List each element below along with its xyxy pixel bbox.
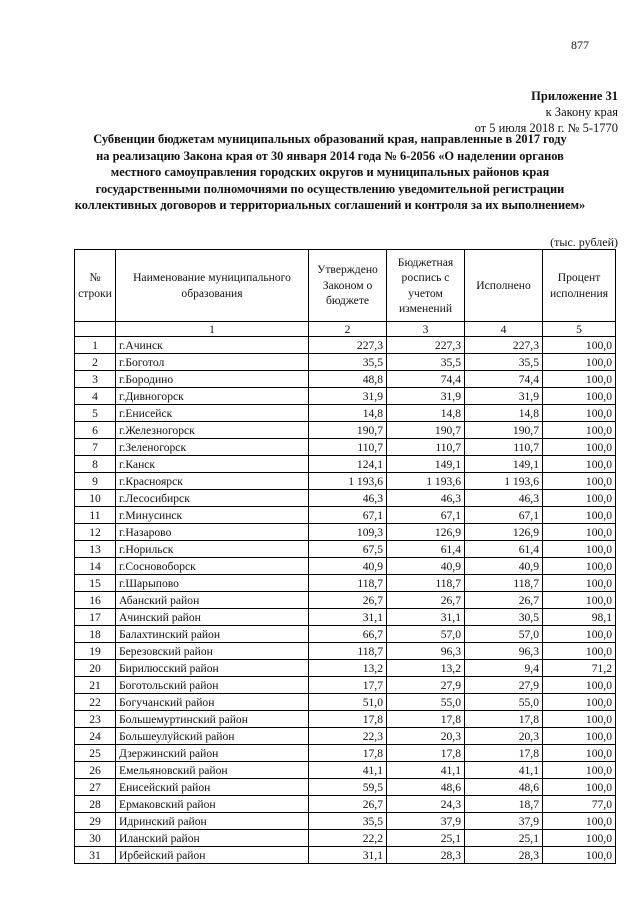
percent-cell: 100,0 — [543, 677, 616, 694]
percent-cell: 100,0 — [543, 541, 616, 558]
municipality-cell: Ачинский район — [116, 609, 309, 626]
header-approved: Утверждено Законом о бюджете — [309, 250, 387, 322]
row-number-cell: 8 — [75, 456, 116, 473]
row-number-cell: 28 — [75, 796, 116, 813]
row-number-cell: 17 — [75, 609, 116, 626]
table-row — [75, 473, 616, 490]
table-row — [75, 796, 616, 813]
percent-cell: 100,0 — [543, 524, 616, 541]
budget-list-cell: 14,8 — [387, 405, 465, 422]
approved-cell: 35,5 — [309, 354, 387, 371]
budget-list-cell: 13,2 — [387, 660, 465, 677]
percent-cell: 100,0 — [543, 813, 616, 830]
executed-cell: 118,7 — [465, 575, 543, 592]
document-title — [40, 131, 620, 214]
appendix-law-ref: к Закону края — [545, 105, 618, 119]
budget-list-cell: 227,3 — [387, 337, 465, 354]
budget-list-cell: 37,9 — [387, 813, 465, 830]
budget-list-cell: 31,9 — [387, 388, 465, 405]
row-number-cell: 13 — [75, 541, 116, 558]
row-number-cell: 12 — [75, 524, 116, 541]
percent-cell: 100,0 — [543, 456, 616, 473]
table-row — [75, 847, 616, 864]
municipality-cell: Большемуртинский район — [116, 711, 309, 728]
approved-cell: 31,1 — [309, 609, 387, 626]
municipality-cell: г.Бородино — [116, 371, 309, 388]
approved-cell: 109,3 — [309, 524, 387, 541]
executed-cell: 48,6 — [465, 779, 543, 796]
percent-cell: 100,0 — [543, 507, 616, 524]
municipality-cell: г.Боготол — [116, 354, 309, 371]
budget-list-cell: 17,8 — [387, 711, 465, 728]
budget-list-cell: 40,9 — [387, 558, 465, 575]
row-number-cell: 26 — [75, 762, 116, 779]
executed-cell: 1 193,6 — [465, 473, 543, 490]
executed-cell: 27,9 — [465, 677, 543, 694]
budget-list-cell: 26,7 — [387, 592, 465, 609]
table-header-row — [75, 250, 616, 322]
row-number-cell: 14 — [75, 558, 116, 575]
municipality-cell: Боготольский район — [116, 677, 309, 694]
table-row — [75, 524, 616, 541]
approved-cell: 59,5 — [309, 779, 387, 796]
table-row — [75, 694, 616, 711]
executed-cell: 74,4 — [465, 371, 543, 388]
row-number-cell: 22 — [75, 694, 116, 711]
municipality-cell: г.Ачинск — [116, 337, 309, 354]
row-number-cell: 11 — [75, 507, 116, 524]
table-row — [75, 677, 616, 694]
approved-cell: 26,7 — [309, 796, 387, 813]
row-number-cell: 6 — [75, 422, 116, 439]
budget-list-cell: 61,4 — [387, 541, 465, 558]
header-budget-list: Бюджетная роспись с учетом изменений — [387, 250, 465, 322]
approved-cell: 67,1 — [309, 507, 387, 524]
municipality-cell: г.Железногорск — [116, 422, 309, 439]
column-number: 4 — [465, 322, 543, 337]
approved-cell: 31,9 — [309, 388, 387, 405]
executed-cell: 110,7 — [465, 439, 543, 456]
row-number-cell: 24 — [75, 728, 116, 745]
budget-list-cell: 41,1 — [387, 762, 465, 779]
approved-cell: 22,2 — [309, 830, 387, 847]
row-number-cell: 9 — [75, 473, 116, 490]
approved-cell: 26,7 — [309, 592, 387, 609]
table-row — [75, 779, 616, 796]
municipality-cell: Дзержинский район — [116, 745, 309, 762]
municipality-cell: Абанский район — [116, 592, 309, 609]
executed-cell: 46,3 — [465, 490, 543, 507]
municipality-cell: г.Енисейск — [116, 405, 309, 422]
budget-list-cell: 190,7 — [387, 422, 465, 439]
municipality-cell: г.Норильск — [116, 541, 309, 558]
executed-cell: 20,3 — [465, 728, 543, 745]
row-number-cell: 5 — [75, 405, 116, 422]
percent-cell: 100,0 — [543, 643, 616, 660]
percent-cell: 100,0 — [543, 558, 616, 575]
percent-cell: 100,0 — [543, 728, 616, 745]
executed-cell: 227,3 — [465, 337, 543, 354]
approved-cell: 14,8 — [309, 405, 387, 422]
table-row — [75, 558, 616, 575]
approved-cell: 110,7 — [309, 439, 387, 456]
table-row — [75, 422, 616, 439]
table-row — [75, 337, 616, 354]
percent-cell: 100,0 — [543, 745, 616, 762]
municipality-cell: г.Минусинск — [116, 507, 309, 524]
executed-cell: 57,0 — [465, 626, 543, 643]
row-number-cell: 1 — [75, 337, 116, 354]
executed-cell: 25,1 — [465, 830, 543, 847]
row-number-cell: 20 — [75, 660, 116, 677]
municipality-cell: г.Сосновоборск — [116, 558, 309, 575]
table-row — [75, 575, 616, 592]
percent-cell: 100,0 — [543, 830, 616, 847]
page-number: 877 — [571, 38, 589, 52]
executed-cell: 126,9 — [465, 524, 543, 541]
budget-list-cell: 55,0 — [387, 694, 465, 711]
executed-cell: 40,9 — [465, 558, 543, 575]
table-row — [75, 711, 616, 728]
municipality-cell: г.Дивногорск — [116, 388, 309, 405]
budget-list-cell: 20,3 — [387, 728, 465, 745]
approved-cell: 31,1 — [309, 847, 387, 864]
municipality-cell: Бирилюсский район — [116, 660, 309, 677]
percent-cell: 98,1 — [543, 609, 616, 626]
percent-cell: 100,0 — [543, 388, 616, 405]
budget-list-cell: 25,1 — [387, 830, 465, 847]
municipality-cell: Емельяновский район — [116, 762, 309, 779]
percent-cell: 100,0 — [543, 371, 616, 388]
row-number-cell: 10 — [75, 490, 116, 507]
column-number: 1 — [116, 322, 309, 337]
approved-cell: 22,3 — [309, 728, 387, 745]
approved-cell: 51,0 — [309, 694, 387, 711]
municipality-cell: Большеулуйский район — [116, 728, 309, 745]
budget-list-cell: 31,1 — [387, 609, 465, 626]
percent-cell: 100,0 — [543, 439, 616, 456]
table-row — [75, 609, 616, 626]
executed-cell: 14,8 — [465, 405, 543, 422]
appendix-date: от 5 июля 2018 г. № 5-1770 — [474, 121, 618, 135]
executed-cell: 18,7 — [465, 796, 543, 813]
header-percent: Процент исполнения — [543, 250, 616, 322]
budget-list-cell: 35,5 — [387, 354, 465, 371]
row-number-cell: 16 — [75, 592, 116, 609]
header-row-number: № строки — [75, 250, 116, 322]
row-number-cell: 23 — [75, 711, 116, 728]
percent-cell: 100,0 — [543, 473, 616, 490]
row-number-cell: 21 — [75, 677, 116, 694]
approved-cell: 40,9 — [309, 558, 387, 575]
title-line: на реализацию Закона края от 30 января 2014 года № 6-2056 «О наделении органов — [96, 148, 564, 163]
title-line: местного самоуправления городских округов и муниципальных районов края — [110, 165, 550, 180]
row-number-cell: 29 — [75, 813, 116, 830]
percent-cell: 71,2 — [543, 660, 616, 677]
percent-cell: 100,0 — [543, 422, 616, 439]
municipality-cell: Богучанский район — [116, 694, 309, 711]
executed-cell: 35,5 — [465, 354, 543, 371]
table-row — [75, 354, 616, 371]
municipality-cell: Балахтинский район — [116, 626, 309, 643]
executed-cell: 190,7 — [465, 422, 543, 439]
budget-list-cell: 118,7 — [387, 575, 465, 592]
table-row — [75, 762, 616, 779]
executed-cell: 17,8 — [465, 745, 543, 762]
budget-list-cell: 67,1 — [387, 507, 465, 524]
table-row — [75, 728, 616, 745]
executed-cell: 31,9 — [465, 388, 543, 405]
row-number-cell: 15 — [75, 575, 116, 592]
approved-cell: 35,5 — [309, 813, 387, 830]
row-number-cell: 25 — [75, 745, 116, 762]
municipality-cell: г.Лесосибирск — [116, 490, 309, 507]
table-row — [75, 371, 616, 388]
percent-cell: 100,0 — [543, 694, 616, 711]
approved-cell: 66,7 — [309, 626, 387, 643]
municipality-cell: Енисейский район — [116, 779, 309, 796]
approved-cell: 118,7 — [309, 575, 387, 592]
table-row — [75, 830, 616, 847]
header-executed: Исполнено — [465, 250, 543, 322]
approved-cell: 48,8 — [309, 371, 387, 388]
table-row — [75, 660, 616, 677]
subsidy-table — [74, 249, 616, 864]
executed-cell: 28,3 — [465, 847, 543, 864]
table-row — [75, 507, 616, 524]
row-number-cell: 4 — [75, 388, 116, 405]
approved-cell: 227,3 — [309, 337, 387, 354]
executed-cell: 96,3 — [465, 643, 543, 660]
budget-list-cell: 149,1 — [387, 456, 465, 473]
executed-cell: 37,9 — [465, 813, 543, 830]
executed-cell: 30,5 — [465, 609, 543, 626]
budget-list-cell: 48,6 — [387, 779, 465, 796]
approved-cell: 17,8 — [309, 745, 387, 762]
executed-cell: 55,0 — [465, 694, 543, 711]
table-row — [75, 643, 616, 660]
approved-cell: 17,7 — [309, 677, 387, 694]
units-label: (тыс. рублей) — [550, 235, 618, 249]
row-number-cell: 27 — [75, 779, 116, 796]
row-number-cell: 18 — [75, 626, 116, 643]
column-number: 3 — [387, 322, 465, 337]
table-row — [75, 541, 616, 558]
percent-cell: 100,0 — [543, 354, 616, 371]
budget-list-cell: 27,9 — [387, 677, 465, 694]
table-row — [75, 456, 616, 473]
approved-cell: 190,7 — [309, 422, 387, 439]
title-line: Субвенции бюджетам муниципальных образований края, направленные в 2017 году — [93, 132, 567, 146]
approved-cell: 13,2 — [309, 660, 387, 677]
table-row — [75, 626, 616, 643]
percent-cell: 100,0 — [543, 592, 616, 609]
percent-cell: 77,0 — [543, 796, 616, 813]
approved-cell: 46,3 — [309, 490, 387, 507]
budget-list-cell: 110,7 — [387, 439, 465, 456]
row-number-cell: 31 — [75, 847, 116, 864]
table-row — [75, 439, 616, 456]
executed-cell: 17,8 — [465, 711, 543, 728]
approved-cell: 1 193,6 — [309, 473, 387, 490]
budget-list-cell: 46,3 — [387, 490, 465, 507]
executed-cell: 41,1 — [465, 762, 543, 779]
municipality-cell: г.Зеленогорск — [116, 439, 309, 456]
approved-cell: 118,7 — [309, 643, 387, 660]
budget-list-cell: 17,8 — [387, 745, 465, 762]
executed-cell: 9,4 — [465, 660, 543, 677]
table-row — [75, 405, 616, 422]
budget-list-cell: 57,0 — [387, 626, 465, 643]
table-row — [75, 490, 616, 507]
municipality-cell: г.Красноярск — [116, 473, 309, 490]
table-body — [75, 337, 616, 864]
percent-cell: 100,0 — [543, 626, 616, 643]
approved-cell: 41,1 — [309, 762, 387, 779]
percent-cell: 100,0 — [543, 490, 616, 507]
municipality-cell: Ермаковский район — [116, 796, 309, 813]
percent-cell: 100,0 — [543, 762, 616, 779]
municipality-cell: Иланский район — [116, 830, 309, 847]
budget-list-cell: 74,4 — [387, 371, 465, 388]
executed-cell: 67,1 — [465, 507, 543, 524]
executed-cell: 61,4 — [465, 541, 543, 558]
percent-cell: 100,0 — [543, 779, 616, 796]
title-line: государственными полномочиями по осуществлению уведомительной регистрации — [95, 181, 565, 196]
row-number-cell: 19 — [75, 643, 116, 660]
row-number-cell: 2 — [75, 354, 116, 371]
executed-cell: 149,1 — [465, 456, 543, 473]
approved-cell: 17,8 — [309, 711, 387, 728]
row-number-cell: 30 — [75, 830, 116, 847]
municipality-cell: г.Шарыпово — [116, 575, 309, 592]
column-number: 2 — [309, 322, 387, 337]
table-row — [75, 592, 616, 609]
percent-cell: 100,0 — [543, 575, 616, 592]
budget-list-cell: 1 193,6 — [387, 473, 465, 490]
budget-list-cell: 96,3 — [387, 643, 465, 660]
column-number-row — [75, 322, 616, 337]
table-row — [75, 813, 616, 830]
column-number: 5 — [543, 322, 616, 337]
appendix-title: Приложение 31 — [531, 89, 618, 103]
table-row — [75, 745, 616, 762]
percent-cell: 100,0 — [543, 711, 616, 728]
header-municipality: Наименование муниципального образования — [116, 250, 309, 322]
municipality-cell: г.Назарово — [116, 524, 309, 541]
percent-cell: 100,0 — [543, 847, 616, 864]
row-number-cell: 3 — [75, 371, 116, 388]
column-number — [75, 322, 116, 337]
municipality-cell: Идринский район — [116, 813, 309, 830]
budget-list-cell: 126,9 — [387, 524, 465, 541]
title-line: коллективных договоров и территориальных соглашений и контроля за их выполнением» — [74, 198, 586, 213]
budget-list-cell: 28,3 — [387, 847, 465, 864]
municipality-cell: г.Канск — [116, 456, 309, 473]
municipality-cell: Ирбейский район — [116, 847, 309, 864]
row-number-cell: 7 — [75, 439, 116, 456]
table-row — [75, 388, 616, 405]
budget-list-cell: 24,3 — [387, 796, 465, 813]
municipality-cell: Березовский район — [116, 643, 309, 660]
percent-cell: 100,0 — [543, 405, 616, 422]
executed-cell: 26,7 — [465, 592, 543, 609]
approved-cell: 67,5 — [309, 541, 387, 558]
appendix-header — [475, 88, 618, 136]
percent-cell: 100,0 — [543, 337, 616, 354]
approved-cell: 124,1 — [309, 456, 387, 473]
